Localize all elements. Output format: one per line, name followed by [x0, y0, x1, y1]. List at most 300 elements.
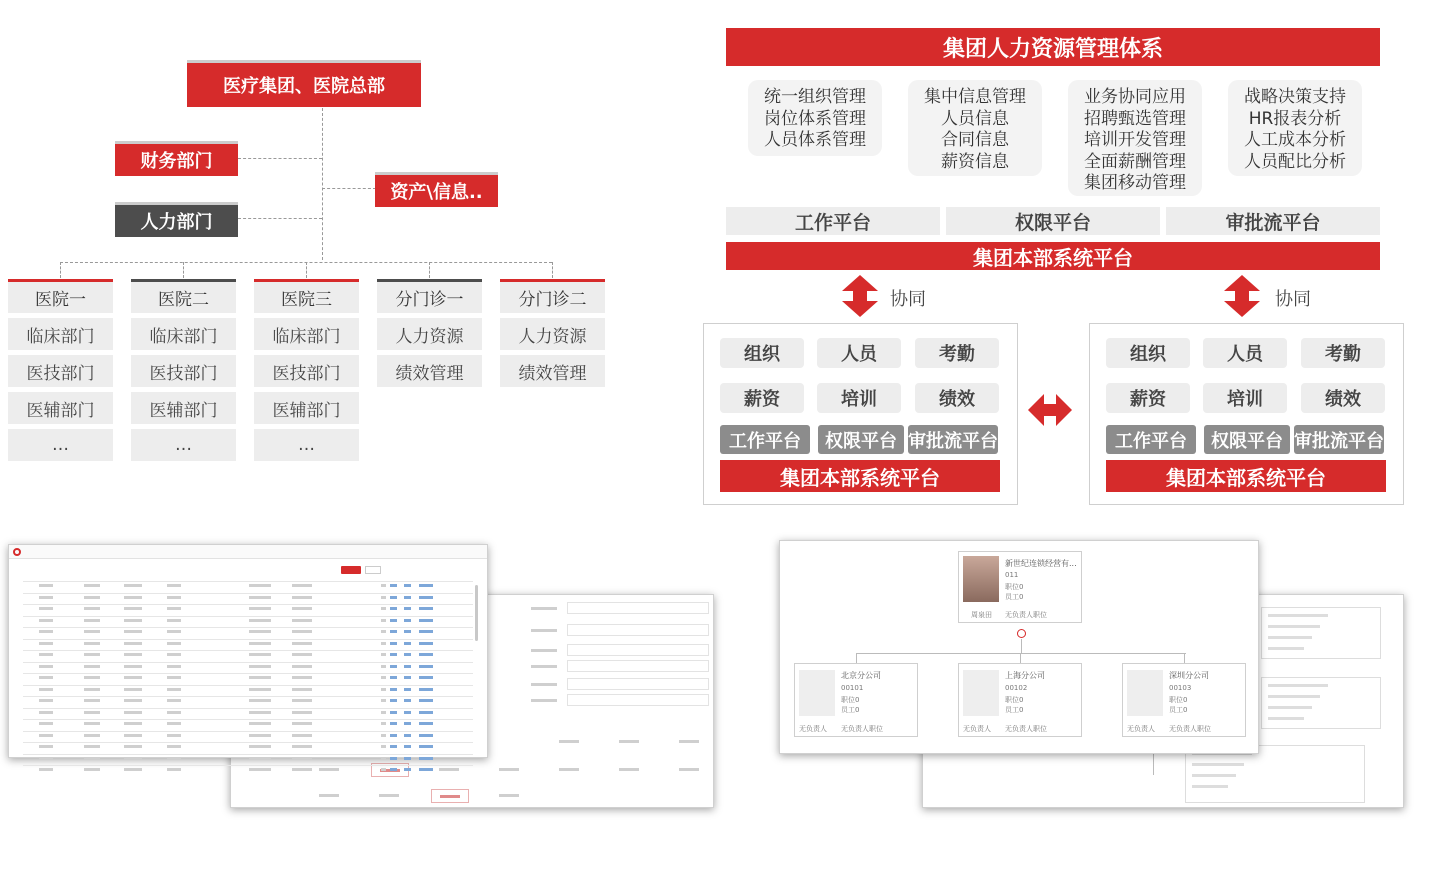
sub-system-box: [703, 323, 1018, 505]
table-cell[interactable]: [404, 745, 411, 748]
permission-tag[interactable]: [491, 763, 529, 777]
platform-bar: 审批流平台: [1166, 207, 1380, 235]
org-unit-head: 医院三: [254, 279, 359, 313]
table-cell: [39, 596, 53, 599]
logo-icon: [13, 548, 21, 556]
form-field[interactable]: [567, 678, 709, 690]
table-cell[interactable]: [404, 757, 411, 760]
table-cell[interactable]: [419, 768, 433, 771]
table-cell: [124, 607, 142, 610]
table-cell: [292, 653, 312, 656]
capability-item: HR报表分析: [1248, 108, 1342, 129]
form-field[interactable]: [567, 694, 709, 706]
table-cell[interactable]: [390, 745, 397, 748]
capability-item: 人员体系管理: [764, 130, 866, 150]
org-branch-name: 北京分公司: [841, 671, 881, 680]
capability-item: 人员配比分析: [1244, 151, 1346, 172]
table-cell[interactable]: [419, 584, 433, 587]
table-cell: [249, 584, 271, 587]
table-cell[interactable]: [404, 630, 411, 633]
org-node-top: [958, 551, 1082, 623]
table-cell: [292, 711, 312, 714]
org-branch-footer: 无负责人职位: [1169, 725, 1211, 733]
table-cell: [84, 630, 100, 633]
org-root: 医疗集团、医院总部: [187, 60, 421, 107]
permission-tag[interactable]: [311, 789, 349, 803]
permission-tag[interactable]: [551, 735, 589, 749]
table-cell: [381, 630, 386, 633]
table-row: [23, 662, 473, 663]
table-cell: [249, 757, 271, 760]
platform-bar: 工作平台: [726, 207, 940, 235]
table-cell: [124, 757, 142, 760]
connector: [183, 262, 184, 278]
table-cell: [124, 745, 142, 748]
table-cell: [167, 665, 181, 668]
connector: [856, 653, 857, 663]
table-cell[interactable]: [390, 722, 397, 725]
table-cell[interactable]: [404, 607, 411, 610]
table-cell: [381, 676, 386, 679]
capability-item: 培训开发管理: [1084, 130, 1186, 150]
sync-label: 协同: [1275, 289, 1311, 310]
module-tile: 绩效: [1301, 383, 1385, 413]
table-cell[interactable]: [404, 768, 411, 771]
permission-tag[interactable]: [671, 763, 709, 777]
table-cell: [124, 699, 142, 702]
toolbar-red-button[interactable]: [341, 566, 361, 574]
module-tile: 考勤: [1301, 338, 1385, 368]
connector: [429, 262, 430, 278]
table-cell: [292, 607, 312, 610]
org-unit-item: 医辅部门: [131, 392, 236, 424]
permission-tag-label: [499, 794, 519, 797]
table-cell[interactable]: [404, 711, 411, 714]
table-cell: [84, 734, 100, 737]
scrollbar[interactable]: [475, 585, 478, 641]
table-cell: [167, 722, 181, 725]
table-cell: [167, 584, 181, 587]
table-cell[interactable]: [390, 596, 397, 599]
table-cell: [381, 642, 386, 645]
connector: [238, 218, 322, 219]
form-label: [531, 607, 557, 610]
sub-system-base: 集团本部系统平台: [720, 460, 1000, 492]
table-cell[interactable]: [390, 665, 397, 668]
form-label: [531, 665, 557, 668]
table-cell: [292, 665, 312, 668]
avatar-placeholder: [1127, 670, 1163, 716]
table-cell: [39, 584, 53, 587]
table-cell[interactable]: [390, 676, 397, 679]
org-unit-item: 医技部门: [131, 355, 236, 387]
table-row: [23, 685, 473, 686]
table-cell: [84, 596, 100, 599]
table-cell: [124, 665, 142, 668]
table-cell: [381, 607, 386, 610]
permission-tag[interactable]: [611, 735, 649, 749]
table-cell[interactable]: [404, 722, 411, 725]
connector: [322, 108, 323, 260]
table-row: [23, 742, 473, 743]
capability-item: 统一组织管理: [764, 87, 866, 107]
table-cell[interactable]: [419, 676, 433, 679]
table-row: [23, 719, 473, 720]
org-unit-head: 医院一: [8, 279, 113, 313]
table-cell: [124, 596, 142, 599]
table-cell: [39, 630, 53, 633]
org-branch-line: 职位0: [1005, 696, 1024, 704]
form-label: [531, 649, 557, 652]
table-cell: [167, 619, 181, 622]
form-label: [531, 683, 557, 686]
table-cell[interactable]: [390, 653, 397, 656]
table-cell: [249, 745, 271, 748]
table-cell[interactable]: [419, 607, 433, 610]
org-branch-footer: 无负责人: [963, 725, 991, 733]
table-cell: [167, 688, 181, 691]
table-cell[interactable]: [419, 630, 433, 633]
table-cell: [292, 734, 312, 737]
permission-tag-label: [559, 768, 579, 771]
bidirectional-arrow-icon: [1028, 392, 1072, 428]
permission-tag-label: [319, 794, 339, 797]
org-branch-footer: 无负责人: [799, 725, 827, 733]
table-row: [23, 673, 473, 674]
toolbar-button[interactable]: [365, 566, 381, 574]
permission-tag[interactable]: [431, 789, 469, 803]
org-node-line: [1268, 614, 1328, 617]
table-row: [23, 616, 473, 617]
org-node-footer: 无负责人职位: [1005, 611, 1047, 619]
org-branch-code: 00102: [1005, 684, 1028, 692]
org-unit-item: 绩效管理: [500, 355, 605, 387]
collapse-icon[interactable]: [1017, 629, 1026, 638]
table-row: [23, 765, 473, 766]
org-node-line: 职位0: [1005, 583, 1024, 591]
table-cell: [249, 722, 271, 725]
table-cell: [39, 699, 53, 702]
table-cell: [39, 734, 53, 737]
form-field[interactable]: [567, 602, 709, 614]
table-cell[interactable]: [404, 734, 411, 737]
org-unit-head: 医院二: [131, 279, 236, 313]
table-cell: [39, 676, 53, 679]
org-branch-line: 员工0: [1005, 706, 1024, 714]
table-cell: [381, 734, 386, 737]
table-cell: [39, 653, 53, 656]
table-cell: [124, 711, 142, 714]
org-branch-code: 00101: [841, 684, 864, 692]
table-cell: [124, 768, 142, 771]
org-unit-head: 分门诊二: [500, 279, 605, 313]
org-branch-node[interactable]: [794, 663, 918, 737]
connector: [322, 188, 376, 189]
table-cell: [381, 665, 386, 668]
org-unit-item: 人力资源: [500, 318, 605, 350]
table-row: [23, 754, 473, 755]
capability-item: 薪资信息: [941, 151, 1009, 172]
table-cell: [167, 711, 181, 714]
table-cell[interactable]: [390, 630, 397, 633]
table-cell[interactable]: [419, 711, 433, 714]
table-cell: [84, 642, 100, 645]
table-cell[interactable]: [419, 642, 433, 645]
capability-item: 全面薪酬管理: [1084, 151, 1186, 172]
table-cell: [84, 653, 100, 656]
connector: [60, 262, 61, 278]
table-cell[interactable]: [404, 619, 411, 622]
form-field[interactable]: [567, 624, 709, 636]
table-cell: [249, 619, 271, 622]
table-cell: [124, 734, 142, 737]
table-cell: [292, 722, 312, 725]
org-unit-item: 临床部门: [131, 318, 236, 350]
table-cell[interactable]: [404, 699, 411, 702]
platform-tile: 权限平台: [1204, 425, 1290, 454]
table-row: [23, 708, 473, 709]
table-cell[interactable]: [390, 688, 397, 691]
table-cell[interactable]: [419, 757, 433, 760]
capability-card: [908, 80, 1042, 176]
table-cell: [381, 688, 386, 691]
table-cell: [249, 676, 271, 679]
table-cell[interactable]: [390, 699, 397, 702]
org-branch-line: 职位0: [841, 696, 860, 704]
table-cell: [124, 630, 142, 633]
form-label: [531, 699, 557, 702]
permission-tag[interactable]: [671, 735, 709, 749]
org-node-line: [1192, 774, 1236, 777]
table-cell: [84, 711, 100, 714]
table-row: [23, 696, 473, 697]
org-node-footer: 周泉田: [971, 611, 992, 619]
table-cell[interactable]: [419, 653, 433, 656]
table-cell: [292, 768, 312, 771]
connector: [856, 653, 1186, 654]
table-cell: [84, 757, 100, 760]
capability-card: [1228, 80, 1362, 176]
org-hr: 人力部门: [115, 202, 238, 237]
platform-tile: 审批流平台: [1294, 425, 1384, 454]
avatar: [963, 556, 999, 602]
table-cell: [167, 699, 181, 702]
table-cell: [39, 642, 53, 645]
module-tile: 培训: [1203, 383, 1287, 413]
table-cell: [84, 676, 100, 679]
table-cell: [84, 688, 100, 691]
capability-item: 人员信息: [941, 108, 1009, 129]
org-node-line: [1268, 706, 1312, 709]
table-cell[interactable]: [419, 688, 433, 691]
table-cell: [124, 688, 142, 691]
sub-system-base: 集团本部系统平台: [1106, 460, 1386, 492]
org-branch-name: 深圳分公司: [1169, 671, 1209, 680]
org-node-line: [1268, 717, 1304, 720]
table-cell: [292, 745, 312, 748]
table-cell[interactable]: [419, 699, 433, 702]
table-cell: [249, 768, 271, 771]
table-cell: [381, 653, 386, 656]
permission-tag-label: [440, 795, 460, 798]
table-cell[interactable]: [390, 768, 397, 771]
connector: [306, 262, 307, 278]
capability-card: [1068, 80, 1202, 196]
org-node-faded: [1261, 677, 1381, 729]
org-branch-line: 员工0: [841, 706, 860, 714]
table-cell: [292, 676, 312, 679]
permission-tag[interactable]: [611, 763, 649, 777]
table-cell: [381, 768, 386, 771]
capability-item: 业务协同应用: [1084, 87, 1186, 107]
table-cell: [381, 711, 386, 714]
table-cell: [249, 665, 271, 668]
org-node-faded: [1261, 607, 1381, 659]
table-cell[interactable]: [419, 745, 433, 748]
table-cell: [292, 757, 312, 760]
table-cell: [124, 722, 142, 725]
org-branch-node[interactable]: [958, 663, 1082, 737]
table-cell[interactable]: [404, 676, 411, 679]
module-tile: 人员: [1203, 338, 1287, 368]
table-cell: [381, 596, 386, 599]
avatar-placeholder: [963, 670, 999, 716]
table-cell: [249, 699, 271, 702]
table-cell: [167, 653, 181, 656]
org-branch-node[interactable]: [1122, 663, 1246, 737]
org-chart: [0, 0, 620, 470]
form-field[interactable]: [567, 660, 709, 672]
permission-tag-label: [499, 768, 519, 771]
table-row: [23, 627, 473, 628]
table-cell: [124, 653, 142, 656]
table-cell: [249, 711, 271, 714]
table-cell[interactable]: [390, 711, 397, 714]
module-tile: 薪资: [720, 383, 804, 413]
table-cell[interactable]: [390, 584, 397, 587]
org-branch-line: 员工0: [1169, 706, 1188, 714]
permission-tag-label: [439, 768, 459, 771]
org-branch-code: 00103: [1169, 684, 1192, 692]
capability-item: 人工成本分析: [1244, 130, 1346, 150]
org-branch-footer: 无负责人职位: [841, 725, 883, 733]
table-cell: [124, 619, 142, 622]
permission-tag[interactable]: [551, 763, 589, 777]
module-tile: 人员: [817, 338, 901, 368]
table-cell: [381, 757, 386, 760]
table-cell: [292, 699, 312, 702]
table-cell[interactable]: [404, 665, 411, 668]
org-unit-item: 临床部门: [8, 318, 113, 350]
table-cell[interactable]: [404, 688, 411, 691]
table-row: [23, 650, 473, 651]
org-branch-name: 上海分公司: [1005, 671, 1045, 680]
org-node-code: 011: [1005, 571, 1019, 579]
table-cell[interactable]: [419, 734, 433, 737]
connector: [1184, 653, 1185, 663]
table-cell: [84, 607, 100, 610]
org-branch-footer: 无负责人: [1127, 725, 1155, 733]
table-cell[interactable]: [419, 619, 433, 622]
module-tile: 考勤: [915, 338, 999, 368]
permission-tag[interactable]: [371, 789, 409, 803]
capability-item: 合同信息: [941, 130, 1009, 150]
table-cell: [249, 642, 271, 645]
table-cell[interactable]: [390, 619, 397, 622]
org-node-name: 新世纪连锁经营有...: [1005, 559, 1077, 568]
table-cell: [167, 734, 181, 737]
table-cell[interactable]: [404, 653, 411, 656]
permission-tag-label: [619, 740, 639, 743]
system-base: 集团本部系统平台: [726, 242, 1380, 270]
table-cell: [167, 642, 181, 645]
table-cell[interactable]: [390, 734, 397, 737]
table-row: [23, 593, 473, 594]
table-cell: [39, 745, 53, 748]
table-cell: [292, 688, 312, 691]
permission-tag-label: [619, 768, 639, 771]
table-row: [23, 639, 473, 640]
table-cell[interactable]: [404, 584, 411, 587]
capability-item: 招聘甄选管理: [1084, 108, 1186, 129]
form-field[interactable]: [567, 644, 709, 656]
sync-arrow-icon: [840, 275, 880, 317]
connector: [1021, 639, 1022, 653]
module-tile: 组织: [1106, 338, 1190, 368]
org-branch-line: 职位0: [1169, 696, 1188, 704]
table-cell: [381, 619, 386, 622]
table-cell: [39, 711, 53, 714]
module-tile: 绩效: [915, 383, 999, 413]
org-node-line: [1192, 763, 1244, 766]
permission-tag[interactable]: [491, 789, 529, 803]
table-cell: [292, 619, 312, 622]
table-cell: [39, 757, 53, 760]
table-cell: [381, 722, 386, 725]
table-cell: [167, 757, 181, 760]
table-cell[interactable]: [390, 642, 397, 645]
org-node-line: [1268, 684, 1328, 687]
table-cell: [381, 584, 386, 587]
table-cell[interactable]: [419, 722, 433, 725]
table-cell[interactable]: [419, 596, 433, 599]
avatar-placeholder: [799, 670, 835, 716]
table-cell[interactable]: [404, 596, 411, 599]
capability-card: [748, 80, 882, 156]
table-cell: [124, 642, 142, 645]
capability-item: 战略决策支持: [1244, 87, 1346, 107]
table-cell[interactable]: [404, 642, 411, 645]
connector: [1020, 653, 1021, 663]
sync-arrow-icon: [1222, 275, 1262, 317]
table-cell: [39, 619, 53, 622]
org-unit-item: 医技部门: [8, 355, 113, 387]
platform-tile: 审批流平台: [908, 425, 998, 454]
system-title: 集团人力资源管理体系: [726, 28, 1380, 66]
table-cell[interactable]: [390, 757, 397, 760]
capability-item: 集中信息管理: [924, 87, 1026, 107]
org-node-line: [1268, 647, 1304, 650]
permission-tag-label: [559, 740, 579, 743]
table-cell[interactable]: [419, 665, 433, 668]
table-cell: [39, 688, 53, 691]
org-node-line: [1268, 695, 1320, 698]
table-cell[interactable]: [390, 607, 397, 610]
capability-item: 岗位体系管理: [764, 108, 866, 129]
form-label: [531, 629, 557, 632]
org-unit-item: 医技部门: [254, 355, 359, 387]
permission-tag-label: [319, 768, 339, 771]
